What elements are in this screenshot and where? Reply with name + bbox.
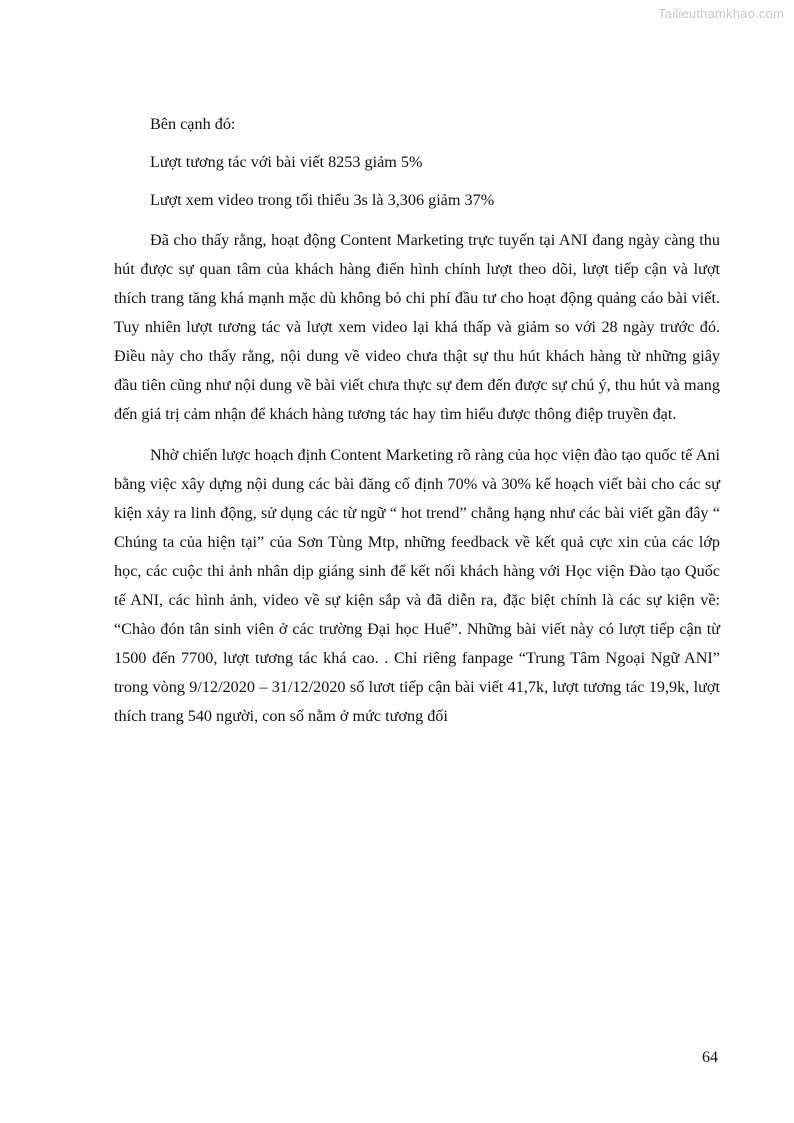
interaction-stat-line: Lượt tương tác với bài viết 8253 giảm 5% <box>150 153 423 171</box>
page-number: 64 <box>702 1049 718 1066</box>
analysis-paragraph: Đã cho thấy rằng, hoạt động Content Marketing trực tuyến tại ANI đang ngày càng thu hút được sự quan tâm của khách hàng điển hình chính lượt theo dõi, lượt tiếp cận và lượt thích trang tăng khá mạnh mặc dù không bỏ chi phí đầu tư cho hoạt động quảng cáo bài viết. Tuy nhiên lượt tương tác và lượt xem video lại khá thấp và giảm so với 28 ngày trước đó. Điều này cho thấy rằng, nội dung về video chưa thật sự thu hút khách hàng từ những giây đầu tiên cũng như nội dung về bài viết chưa thực sự đem đến được sự chú ý, thu hút và mang đến giá trị cảm nhận để khách hàng tương tác hay tìm hiểu được thông điệp truyền đạt. <box>114 231 720 423</box>
intro-line: Bên cạnh đó: <box>150 115 236 133</box>
watermark: Tailieuthamkhao.com <box>658 6 784 21</box>
video-stat-line: Lượt xem video trong tối thiểu 3s là 3,306 giảm 37% <box>150 191 495 209</box>
document-body <box>114 112 720 743</box>
strategy-paragraph: Nhờ chiến lược hoạch định Content Marketing rõ ràng của học viện đào tạo quốc tế Ani bằng việc xây dựng nội dung các bài đăng cố định 70% và 30% kế hoạch viết bài cho các sự kiện xảy ra linh động, sử dụng các từ ngữ “ hot trend” chẳng hạng như các bài viết gần đây “ Chúng ta của hiện tại” của Sơn Tùng Mtp, những feedback về kết quả cực xin của các lớp học, các cuộc thi ảnh nhân dịp giáng sinh để kết nối khách hàng với Học viện Đào tạo Quốc tế ANI, các hình ảnh, video về sự kiện sắp và đã diễn ra, đặc biệt chính là các sự kiện về: “Chào đón tân sinh viên ở các trường Đại học Huế”. Những bài viết này có lượt tiếp cận từ 1500 đến 7700, lượt tương tác khá cao. . Chỉ riêng fanpage “Trung Tâm Ngoại Ngữ ANI” trong vòng 9/12/2020 – 31/12/2020 số lươt tiếp cận bài viết 41,7k, lượt tương tác 19,9k, lượt thích trang 540 người, con số nằm ở mức tương đối <box>114 446 720 725</box>
